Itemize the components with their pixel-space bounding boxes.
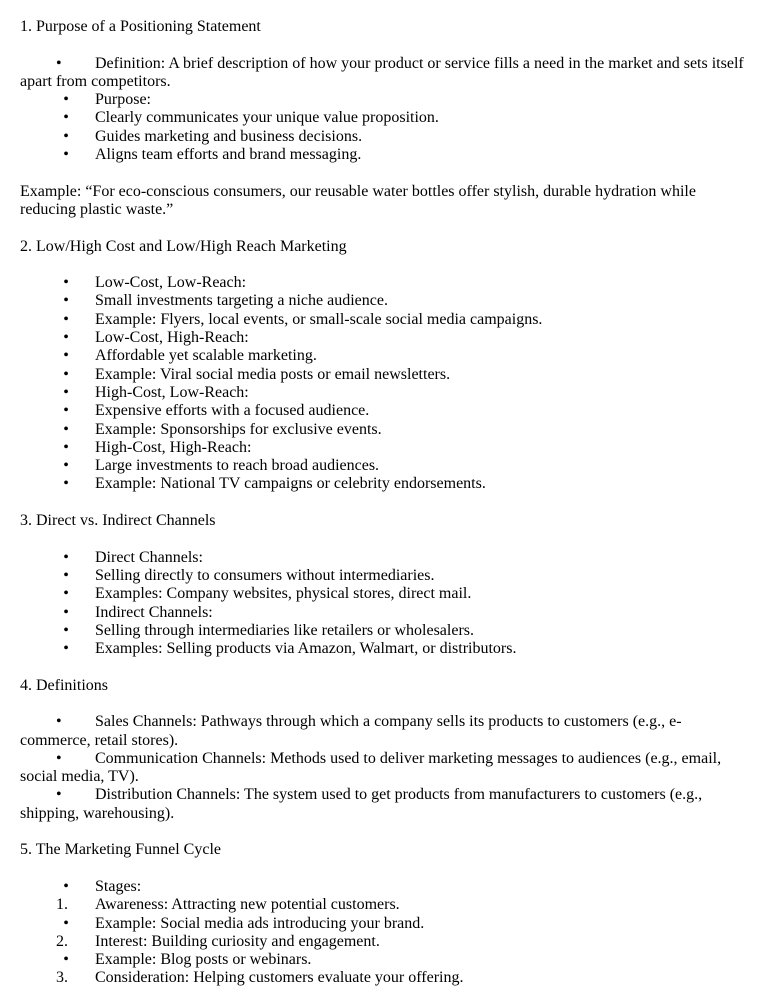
bullet-marker: • bbox=[63, 877, 69, 895]
list-item-text: Low-Cost, High-Reach: bbox=[95, 329, 249, 347]
list-item-text: Clearly communicates your unique value proposition. bbox=[95, 109, 439, 127]
list-item bbox=[20, 475, 748, 493]
list-item bbox=[20, 457, 748, 475]
list-item bbox=[20, 786, 748, 823]
list-item-text: Sales Channels: Pathways through which a company sells its products to customers (e.g., e-commerce, retail stores). bbox=[20, 713, 682, 749]
list-item bbox=[20, 292, 748, 310]
example-paragraph: Example: “For eco-conscious consumers, our reusable water bottles offer stylish, durable hydration while reducing plastic waste.” bbox=[20, 182, 696, 218]
list-item bbox=[20, 604, 748, 622]
section-heading: 1. Purpose of a Positioning Statement bbox=[20, 18, 261, 35]
bullet-marker: • bbox=[56, 749, 62, 767]
list-item-text: Expensive efforts with a focused audience. bbox=[95, 402, 370, 420]
list-item bbox=[20, 951, 748, 969]
list-item bbox=[20, 549, 748, 567]
bullet-marker: • bbox=[63, 329, 69, 347]
bullet-marker: • bbox=[63, 365, 69, 383]
list-item bbox=[20, 713, 748, 750]
list-item bbox=[20, 274, 748, 292]
list-item bbox=[20, 128, 748, 146]
list-item-text: Affordable yet scalable marketing. bbox=[95, 347, 317, 365]
list-item bbox=[20, 146, 748, 164]
list-item-text: Definition: A brief description of how your product or service fills a need in the market and sets itself apart from competitors. bbox=[20, 54, 744, 90]
list-item-text: Low-Cost, Low-Reach: bbox=[95, 274, 247, 292]
list-item-text: Example: National TV campaigns or celebrity endorsements. bbox=[95, 475, 486, 493]
section-heading: 3. Direct vs. Indirect Channels bbox=[20, 512, 216, 530]
list-item bbox=[20, 402, 748, 420]
bullet-marker: • bbox=[63, 603, 69, 621]
section-heading: 4. Definitions bbox=[20, 676, 108, 694]
list-item bbox=[20, 347, 748, 365]
list-item bbox=[20, 421, 748, 439]
list-item bbox=[20, 439, 748, 457]
bullet-marker: • bbox=[56, 786, 62, 804]
list-item-text: High-Cost, Low-Reach: bbox=[95, 383, 249, 401]
list-item bbox=[20, 366, 748, 384]
bullet-marker: • bbox=[63, 91, 69, 109]
list-item-text: Guides marketing and business decisions. bbox=[95, 127, 363, 145]
list-item-text: Distribution Channels: The system used to get products from manufacturers to customers (e.g., shipping, warehousing). bbox=[20, 786, 703, 822]
bullet-marker: • bbox=[63, 420, 69, 438]
list-item-text: Direct Channels: bbox=[95, 548, 203, 566]
list-item-text: Example: Flyers, local events, or small-scale social media campaigns. bbox=[95, 310, 543, 328]
bullet-marker: • bbox=[63, 292, 69, 310]
list-item bbox=[20, 878, 748, 896]
list-item bbox=[20, 640, 748, 658]
bullet-marker: • bbox=[63, 951, 69, 969]
bullet-marker: • bbox=[63, 585, 69, 603]
bullet-list bbox=[20, 55, 748, 92]
bullet-marker: • bbox=[63, 438, 69, 456]
bullet-marker: • bbox=[63, 402, 69, 420]
list-item bbox=[20, 915, 748, 933]
list-item-text: Selling through intermediaries like retailers or wholesalers. bbox=[95, 621, 474, 639]
list-item bbox=[20, 55, 748, 92]
list-item bbox=[20, 311, 748, 329]
list-item-text: Interest: Building curiosity and engagement. bbox=[95, 932, 380, 950]
list-item-text: Aligns team efforts and brand messaging. bbox=[95, 146, 362, 164]
list-item bbox=[20, 622, 748, 640]
list-item bbox=[20, 384, 748, 402]
bullet-marker: • bbox=[63, 475, 69, 493]
list-item-text: Examples: Selling products via Amazon, Walmart, or distributors. bbox=[95, 640, 517, 658]
list-item-text: Communication Channels: Methods used to deliver marketing messages to audiences (e.g., email, social media, TV). bbox=[20, 749, 722, 786]
list-item-text: Examples: Company websites, physical stores, direct mail. bbox=[95, 585, 472, 603]
numbered-item bbox=[20, 933, 748, 951]
list-item bbox=[20, 585, 748, 603]
numbered-item bbox=[20, 896, 748, 914]
section-direct-indirect-channels bbox=[20, 512, 748, 658]
bullet-marker: • bbox=[63, 347, 69, 365]
list-item-text: Indirect Channels: bbox=[95, 603, 213, 621]
list-item-text: Large investments to reach broad audiences. bbox=[95, 457, 380, 475]
bullet-marker: • bbox=[63, 621, 69, 639]
list-item-text: Example: Viral social media posts or email newsletters. bbox=[95, 365, 451, 383]
section-positioning-statement bbox=[20, 18, 748, 219]
number-marker: 2. bbox=[56, 932, 68, 950]
bullet-list bbox=[20, 274, 748, 494]
bullet-list bbox=[20, 713, 748, 823]
bullet-list bbox=[20, 549, 748, 659]
list-item-text: Selling directly to consumers without intermediaries. bbox=[95, 566, 435, 584]
bullet-marker: • bbox=[63, 566, 69, 584]
section-heading: 5. The Marketing Funnel Cycle bbox=[20, 841, 221, 859]
bullet-marker: • bbox=[56, 54, 62, 72]
list-item bbox=[20, 109, 748, 127]
section-definitions bbox=[20, 677, 748, 823]
list-item bbox=[20, 567, 748, 585]
bullet-marker: • bbox=[63, 640, 69, 658]
section-marketing-funnel bbox=[20, 841, 748, 987]
bullet-marker: • bbox=[63, 383, 69, 401]
list-item-text: Awareness: Attracting new potential customers. bbox=[95, 896, 400, 914]
list-item bbox=[20, 750, 748, 787]
section-cost-reach-marketing bbox=[20, 238, 748, 494]
list-item-text: Purpose: bbox=[95, 91, 151, 109]
bullet-marker: • bbox=[63, 146, 69, 164]
bullet-marker: • bbox=[63, 127, 69, 145]
bullet-marker: • bbox=[63, 548, 69, 566]
bullet-marker: • bbox=[63, 457, 69, 475]
number-marker: 3. bbox=[56, 969, 68, 987]
list-item-text: Stages: bbox=[95, 877, 142, 895]
bullet-marker: • bbox=[63, 914, 69, 932]
list-item bbox=[20, 329, 748, 347]
list-item bbox=[20, 91, 748, 109]
list-item-text: Example: Sponsorships for exclusive events. bbox=[95, 420, 382, 438]
section-heading: 2. Low/High Cost and Low/High Reach Marketing bbox=[20, 237, 347, 255]
bullet-marker: • bbox=[63, 109, 69, 127]
numbered-item bbox=[20, 969, 748, 987]
list-item-text: Small investments targeting a niche audience. bbox=[95, 292, 388, 310]
list-item-text: Example: Blog posts or webinars. bbox=[95, 951, 312, 969]
bullet-marker: • bbox=[63, 310, 69, 328]
bullet-marker: • bbox=[56, 713, 62, 731]
list-item-text: Consideration: Helping customers evaluate your offering. bbox=[95, 969, 464, 987]
list-item-text: High-Cost, High-Reach: bbox=[95, 438, 252, 456]
list-item-text: Example: Social media ads introducing your brand. bbox=[95, 914, 425, 932]
bullet-marker: • bbox=[63, 274, 69, 292]
bullet-list bbox=[20, 91, 748, 164]
bullet-list bbox=[20, 878, 748, 988]
number-marker: 1. bbox=[56, 896, 68, 914]
